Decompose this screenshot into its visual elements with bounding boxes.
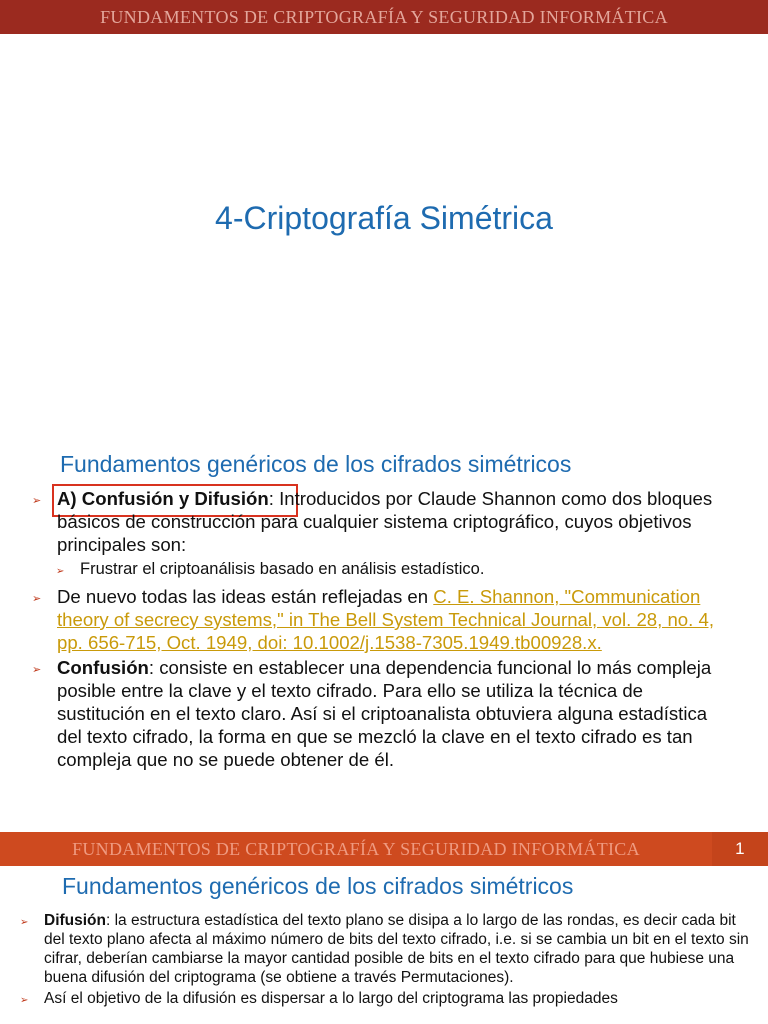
section-heading: Fundamentos genéricos de los cifrados simétricos: [60, 451, 572, 477]
list-item: [20, 911, 760, 987]
header-title: FUNDAMENTOS DE CRIPTOGRAFÍA Y SEGURIDAD INFORMÁTICA: [100, 6, 668, 27]
triangle-arrow-icon: ➢: [32, 495, 42, 507]
bullet-text: : consiste en establecer una dependencia funcional lo más compleja posible entre la clave y el texto cifrado. Para ello se utiliza la técnica de sustitución en el texto claro. Así si el criptoanalista obtuviera alguna estadística del texto cifrado, la forma en que se mezcló la clave en el texto cifrado es tan compleja que no se puede obtener de él.: [57, 657, 712, 770]
bullet-list: [30, 487, 735, 773]
triangle-arrow-icon: ➢: [32, 664, 42, 676]
footer-title: FUNDAMENTOS DE CRIPTOGRAFÍA Y SEGURIDAD INFORMÁTICA: [72, 838, 640, 859]
bullet-text: De nuevo todas las ideas están reflejadas en: [57, 586, 434, 607]
section-heading: Fundamentos genéricos de los cifrados simétricos: [62, 873, 574, 899]
bullet-text: Así el objetivo de la difusión es dispersar a lo largo del criptograma las propiedades: [44, 990, 618, 1007]
triangle-arrow-icon: ➢: [20, 917, 29, 928]
page-number: 1: [712, 832, 768, 866]
triangle-arrow-icon: ➢: [56, 566, 65, 577]
slide-title: 4-Criptografía Simétrica: [215, 200, 553, 236]
list-item: [30, 558, 735, 581]
term-label: A) Confusión y Difusión: [57, 488, 269, 509]
bullet-text: Frustrar el criptoanálisis basado en análisis estadístico.: [80, 560, 485, 578]
term-label: Confusión: [57, 657, 149, 678]
list-item: [30, 487, 735, 556]
triangle-arrow-icon: ➢: [20, 995, 29, 1006]
list-item: [30, 585, 735, 654]
bullet-list: [20, 911, 760, 1010]
header-bar: [0, 0, 768, 34]
footer-bar: [0, 832, 768, 866]
term-label: Difusión: [44, 912, 106, 929]
bullet-text: : la estructura estadística del texto plano se disipa a lo largo de las rondas, es decir cada bit del texto plano afecta al máximo número de bits del texto cifrado, i.e. si se cambia un bit en el texto sin cifrar, deberían cambiarse la mayor cantidad posible de bits en el texto cifrado para que hubiese una buena difusión del criptograma (se obtiene a través Permutaciones).: [44, 912, 749, 986]
list-item: [30, 656, 735, 771]
list-item: [20, 989, 760, 1008]
reference-link[interactable]: C. E. Shannon, "Communication theory of secrecy systems," in The Bell System Technical Journal, vol. 28, no. 4, pp. 656-715, Oct. 1949, doi: 10.1002/j.1538-7305.1949.tb00928.x.: [57, 586, 714, 653]
bullet-text: : Introducidos por Claude Shannon como dos bloques básicos de construcción para cualquier sistema criptográfico, cuyos objetivos principales son:: [57, 488, 713, 555]
triangle-arrow-icon: ➢: [32, 593, 42, 605]
